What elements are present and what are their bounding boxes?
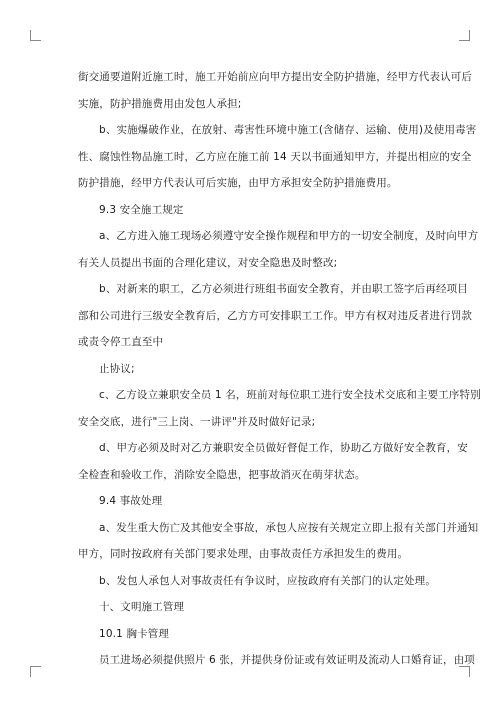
text-line: 10.1 胸卡管理 [99,627,170,640]
text-line: 9.4 事故处理 [99,495,163,507]
crop-mark-bottom-right [459,666,470,677]
text-line: 9.3 安全施工规定 [99,203,184,216]
text-line: 部和公司进行三级安全教育后，乙方方可安排职工工作。甲方有权对违反者进行罚款 [78,309,473,322]
text-line: b、实施爆破作业，在放射、毒害性环境中施工(含储存、运输、使用)及使用毒害 [99,124,477,136]
text-line: a、乙方进入施工现场必须遵守安全操作规程和甲方的一切安全制度，及时向甲方 [99,230,479,242]
text-line: 有关人员提出书面的合理化建议，对安全隐患及时整改; [78,256,338,269]
text-line: 安全交底，进行"三上岗、一讲评"并及时做好记录; [78,415,316,428]
crop-mark-top-right [459,30,470,41]
text-line: 街交通要道附近施工时，施工开始前应向甲方提出安全防护措施，经甲方代表认可后 [78,71,473,83]
text-line: 止协议; [99,362,135,375]
text-line: 性、腐蚀性物品施工时，乙方应在施工前 14 天以书面通知甲方，并提出相应的安全 [78,150,472,163]
document-body [78,64,481,674]
text-line: 或责令停工直至中 [78,336,164,348]
text-line: 十、文明施工管理 [99,601,185,613]
text-line: a、发生重大伤亡及其他安全事故，承包人应按有关规定立即上报有关部门并通知 [99,521,479,534]
crop-mark-bottom-left [30,666,41,677]
text-line: c、乙方设立兼职安全员 1 名，班前对每位职工进行安全技术交底和主要工序特别 [99,389,481,401]
text-line: 实施，防护措施费用由发包人承担; [78,97,242,110]
text-line: 防护措施，经甲方代表认可后实施，由甲方承担安全防护措施费用。 [78,177,398,189]
text-line: 全检查和验收工作，消除安全隐患，把事故消灭在萌芽状态。 [78,468,366,481]
text-line: b、对新来的职工，乙方必须进行班组书面安全教育，并由职工签字后再经项目 [99,283,468,295]
text-line: 甲方，同时按政府有关部门要求处理，由事故责任方承担发生的费用。 [78,548,409,560]
crop-mark-top-left [30,30,41,41]
text-line: b、发包人承包人对事故责任有争议时，应按政府有关部门的认定处理。 [99,574,436,587]
text-line: d、甲方必须及时对乙方兼职安全员做好督促工作，协助乙方做好安全教育，安 [99,442,468,454]
text-line: 员工进场必须提供照片 6 张，并提供身份证或有效证明及流动人口婚育证，由项 [99,654,475,666]
